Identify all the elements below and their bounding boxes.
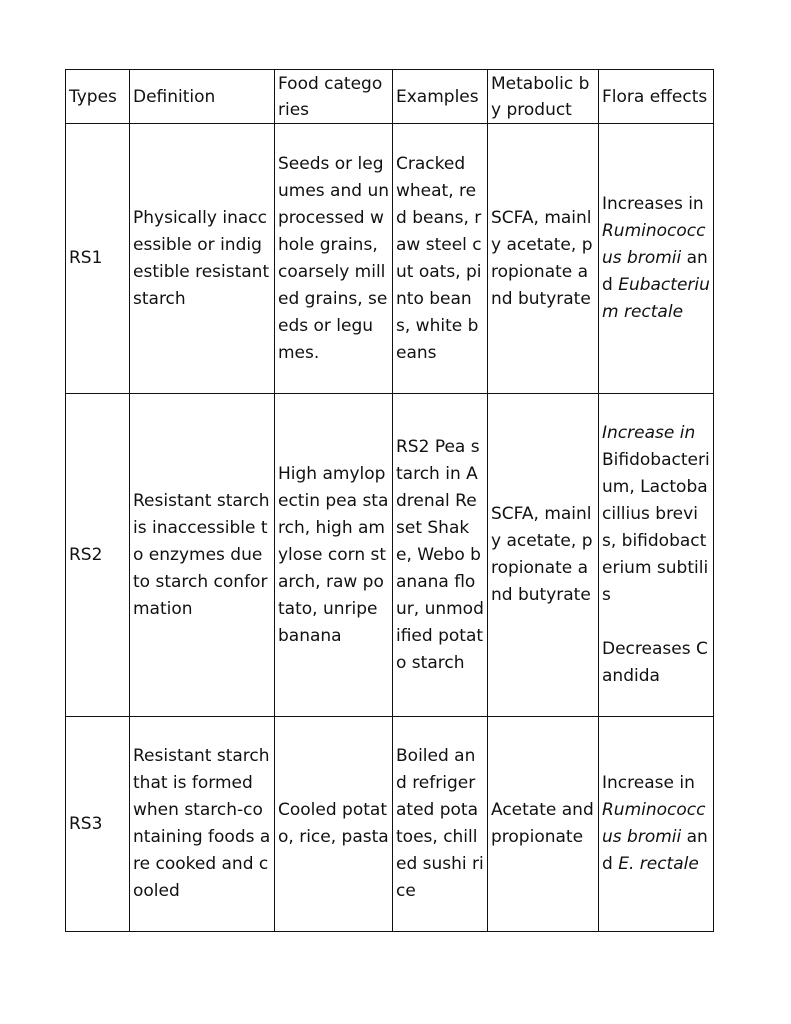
- cell-definition: Resistant starch that is formed when starch-containing foods are cooked and cooled: [130, 717, 275, 932]
- flora-species: E. rectale: [618, 854, 699, 874]
- flora-species: Ruminococcus bromii: [602, 221, 706, 268]
- header-flora-effects: Flora effects: [599, 70, 714, 124]
- flora-species: Bifidobacterium, Lactobacillius brevis, bifidobacterium subtilis: [602, 450, 710, 605]
- cell-metabolic: SCFA, mainly acetate, propionate and butyrate: [488, 124, 599, 394]
- cell-flora-effects: [599, 717, 714, 932]
- header-food-categories: Food categories: [275, 70, 393, 124]
- flora-text: Increase in: [602, 423, 696, 443]
- cell-definition: Physically inaccessible or indigestible resistant starch: [130, 124, 275, 394]
- header-row: [66, 70, 714, 124]
- flora-text: Increase in: [602, 773, 695, 793]
- flora-species: Ruminococcus bromii: [602, 800, 706, 847]
- cell-food-categories: Cooled potato, rice, pasta: [275, 717, 393, 932]
- cell-type: RS1: [66, 124, 130, 394]
- cell-flora-effects: [599, 394, 714, 717]
- table-row-rs1: [66, 124, 714, 394]
- header-definition: Definition: [130, 70, 275, 124]
- header-types: Types: [66, 70, 130, 124]
- header-examples: Examples: [393, 70, 488, 124]
- cell-examples: Boiled and refrigerated potatoes, chilled sushi rice: [393, 717, 488, 932]
- cell-type: RS2: [66, 394, 130, 717]
- cell-flora-effects: [599, 124, 714, 394]
- cell-metabolic: Acetate and propionate: [488, 717, 599, 932]
- flora-decrease: Decreases Candida: [602, 639, 708, 686]
- flora-species: Eubacterium rectale: [602, 275, 710, 322]
- flora-text: Increases in: [602, 194, 704, 214]
- table-row-rs3: [66, 717, 714, 932]
- cell-type: RS3: [66, 717, 130, 932]
- cell-examples: Cracked wheat, red beans, raw steel cut oats, pinto beans, white beans: [393, 124, 488, 394]
- cell-metabolic: SCFA, mainly acetate, propionate and butyrate: [488, 394, 599, 717]
- cell-food-categories: Seeds or legumes and unprocessed whole grains, coarsely milled grains, seeds or legumes.: [275, 124, 393, 394]
- cell-examples: RS2 Pea starch in Adrenal Reset Shake, Webo banana flour, unmodified potato starch: [393, 394, 488, 717]
- cell-food-categories: High amylopectin pea starch, high amylose corn starch, raw potato, unripe banana: [275, 394, 393, 717]
- cell-definition: Resistant starch is inaccessible to enzymes due to starch conformation: [130, 394, 275, 717]
- flora-text: and: [602, 248, 708, 295]
- resistant-starch-table: [65, 69, 714, 932]
- flora-text: and: [602, 827, 708, 874]
- header-metabolic: Metabolic by product: [488, 70, 599, 124]
- table-row-rs2: [66, 394, 714, 717]
